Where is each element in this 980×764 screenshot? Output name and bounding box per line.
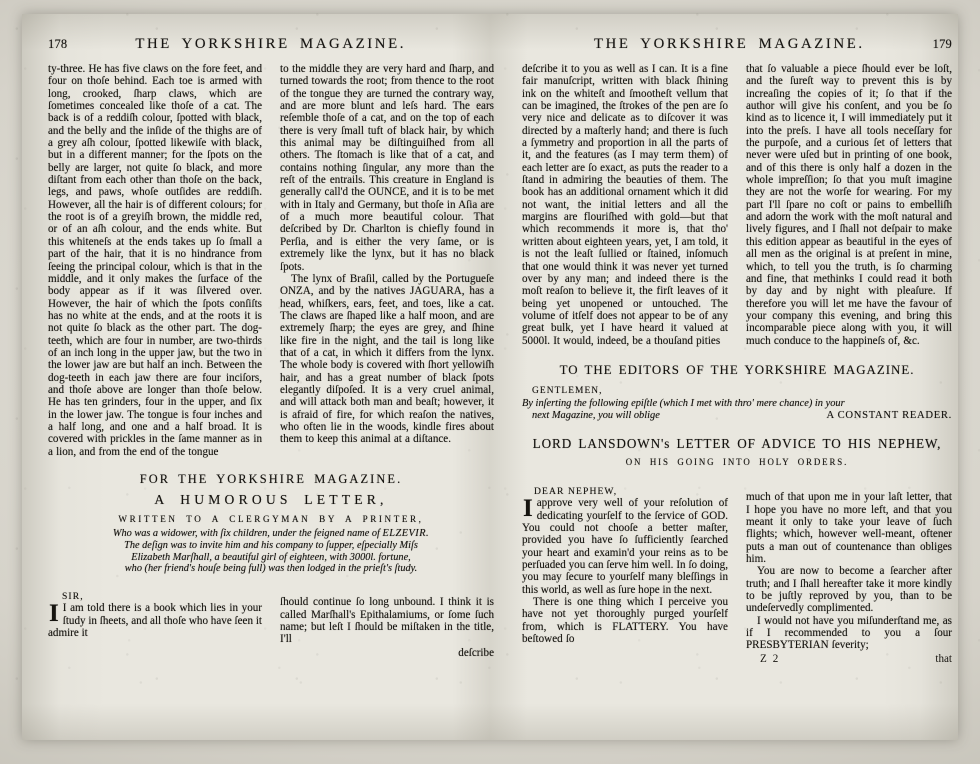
page-178	[48, 14, 494, 740]
epistle-note	[522, 398, 952, 422]
nephew-column-2	[746, 476, 952, 664]
holy-orders-subheading: ON HIS GOING INTO HOLY ORDERS.	[625, 457, 849, 468]
paragraph: that ſo valuable a piece ſhould ever be loſt, and the ſureſt way to prevent this is by increaſing the copies of it; ſo that if the author will give his conſent, and you be ſo kind as to licence it, I will immediately put it into the preſs. I have all tools neceſſary for the purpoſe, and a curious ſet of letters that never were uſed but in printing of one book, and of this there is only half a dozen in the whole impreſſion; ſo that you muſt imagine they are not the worſe for wearing. For my part I'll ſpare no coſt or pains to embelliſh and adorn the work with the moſt natural and lively figures, and I ſhall not deſpair to make this edition appear as beautiful in the eyes of all men as the original is at preſent in mine, which, to tell you the truth, is ſo charming and fine, that methinks I could read it both by day and by night with pleaſure. If therefore you will let me have the favour of your company this evening, and bring this incomparable piece along with you, it will much conduce to the happineſs of, &c.	[746, 63, 952, 347]
nephew-column-1	[522, 476, 728, 664]
column-179-1	[522, 63, 728, 347]
gentlemen-salutation: GENTLEMEN,	[532, 385, 603, 396]
article-subtitle: WRITTEN TO A CLERGYMAN BY A PRINTER,	[118, 514, 424, 524]
argument-line-2: The deſign was to invite him and his company to ſupper, eſpecially Miſs	[124, 539, 418, 551]
nephew-letter-text: approve very well of your reſolution of dedicating yourſelf to the ſervice of GOD. You could not chooſe a better maſter, provided you have ſo ſufficiently ſearched your heart and examin'd your reins as to be perſuaded you can ſerve him well. In ſo doing, you may ſecure to yourſelf many bleſſings in this world, as well as ſure hope in the next.	[522, 497, 728, 596]
drop-cap-letter: I	[49, 600, 59, 628]
epistle-signer: A CONSTANT READER.	[826, 410, 952, 422]
page-header-179	[522, 36, 952, 56]
paper-leaf	[22, 14, 958, 740]
folio-number-right: 179	[932, 37, 952, 51]
nephew-letter-opening	[522, 497, 728, 596]
to-the-editors-heading: TO THE EDITORS OF THE YORKSHIRE MAGAZINE.	[559, 362, 915, 377]
for-the-magazine-line: FOR THE YORKSHIRE MAGAZINE.	[139, 472, 403, 486]
letter-columns-178	[48, 581, 494, 658]
paragraph: You are now to become a ſearcher after truth; and I ſhall hereafter take it more kindly to be juſtly reproved by you, than to be undeſervedly complimented.	[746, 565, 952, 615]
page-179	[522, 14, 952, 740]
paragraph: deſcribe it to you as well as I can. It is a fine fair manuſcript, written with black ſhining ink on the whiteſt and ſmootheſt vellum that can be imagined, the ſtrokes of the pen are ſo very nice and delicate as to diſcover it was directed by a maſterly hand; and there is ſuch a ſymmetry and proportion in all the parts of it, and the features (as I may term them) of each letter are ſo exact, as puts the reader to a ſtand in admiring the beauties of them. The book has an additional ornament which it did not want, the initial letters and all the margins are flouriſhed with gold—but that which recommends it more is, that tho' written about eighteen years, yet, I am told, it is not the leaſt ſullied or ſtained, inſomuch that one would think it was never yet turned over by any man; and indeed there is the moſt reaſon to believe it, the firſt leaves of it being yet unopened or untouched. The volume of itſelf does not appear to be of any great bulk, yet I have heard it valued at 5000l. It would, indeed, be a thouſand pities	[522, 63, 728, 347]
dear-nephew-salutation: DEAR NEPHEW,	[534, 486, 618, 498]
letter-column-1	[48, 581, 262, 658]
column-spacer	[280, 581, 494, 596]
letter-opening-text: I am told there is a book which lies in your ſtudy in ſheets, and all thoſe who have ſeen it admire it	[48, 602, 262, 639]
epistle-line-2-row	[522, 410, 952, 422]
columns-178	[48, 63, 494, 458]
paragraph: to the middle they are very hard and ſharp, and turned towards the root; from thence to the root of the tongue they are turned the contrary way, and are more blunt and leſs hard. The ears reſemble thoſe of a cat, and on the top of each there is very ſmall tuft of black hair, by which this animal may be diſtinguiſhed from all others. The ſtomach is like that of a cat, and contains nothing ſingular, any more than the reſt of the entrails. This creature in England is generally call'd the OUNCE, and it is to be met with in Italy and Germany, but thoſe in Aſia are of a much more beautiful colour. That deſcribed by Dr. Charlton is chiefly found in Perſia, and is either the very ſame, or is extremely like the lynx, but it has no black ſpots.	[280, 63, 494, 273]
article-argument	[48, 528, 494, 575]
letter-opening-paragraph	[48, 602, 262, 639]
paragraph: ty-three. He has five claws on the fore feet, and four on thoſe behind. Each toe is armed with long, crooked, ſharp claws, which are ſometimes concealed like thoſe of a cat. The back is of a reddiſh colour, ſpotted with black, and the belly and the inſide of the thighs are of a grey aſh colour, ſpotted likewiſe with black, but in a different manner; for the ſpots on the belly are larger, not quite ſo black, and more diſtant from each other than thoſe on the back, legs, and paws, whoſe outſides are reddiſh. However, all the hair is of different colours; for the root is of a greyiſh brown, the middle red, or of an aſh colour, and the ends white. But this whiteneſs at the ends takes up ſo ſmall a part of the hair, that it is no hindrance from ſeeing the principal colour, which is that in the middle, and it only makes the ſurface of the body appear as if it was ſilvered over. However, the hair of which the ſpots conſiſts has no white at the ends, and at the roots it is not quite ſo black as the other part. The dog-teeth, which are four in number, are two-thirds of an inch long in the upper jaw, but the two in the lower jaw are but half an inch. Between the dog-teeth in each jaw there are four inciſors, and thoſe above are longer than thoſe below. He has ten grinders, four in the upper, and ſix in the lower jaw. The tongue is four inches and a half long, and one and a half broad. It is covered with prickles in the ſame manner as in a lion, and from the end of the tongue	[48, 63, 262, 458]
article-title: A HUMOROUS LETTER,	[154, 492, 388, 507]
argument-line-3: Elizabeth Marſhall, a beautiful girl of eighteen, with 3000l. fortune,	[131, 551, 411, 563]
paragraph: much of that upon me in your laſt letter, that I hope you have no more left, and that you meant it only to take your leave of ſuch flights; which, however well-meant, oftener puts a man out of countenance than obliges him.	[746, 491, 952, 566]
column-178-1	[48, 63, 262, 458]
column-179-2	[746, 63, 952, 347]
column-178-2	[280, 63, 494, 458]
argument-line-4: who (her friend's houſe being full) was then lodged in the prieſt's ſtudy.	[124, 563, 418, 575]
epistle-line-2: next Magazine, you will oblige	[532, 410, 660, 422]
running-head-left: THE YORKSHIRE MAGAZINE.	[135, 36, 407, 52]
elzevir-name: ELZEVIR.	[382, 528, 430, 539]
paragraph: The lynx of Braſil, called by the Portugueſe ONZA, and by the natives JAGUARA, has a head, whiſkers, ears, feet, and toes, like a cat. The claws are ſhaped like a half moon, and are extremely ſharp; the eyes are grey, and ſhine like fire in the night, and the tail is long like that of a cat, in which it differs from the lynx. The whole body is covered with ſhort yellowiſh hair, and has a great number of black ſpots elegantly diſpoſed. It is a very cruel animal, and will attack both man and beaſt; however, it is afraid of fire, for which reaſon the natives, who often lie in the woods, kindle fires about them to keep this animal at a diſtance.	[280, 272, 494, 446]
argument-line-1: Who was a widower, with ſix children, under the feigned name of ELZEVIR.	[112, 528, 430, 539]
epistle-line-1: By inſerting the following epiſtle (which I met with thro' mere chance) in your	[522, 397, 845, 409]
page-header-178	[48, 36, 494, 56]
sheet-signature: Z 2	[760, 652, 780, 665]
column-spacer	[746, 476, 952, 491]
paragraph: ſhould continue ſo long unbound. I think it is called Marſhall's Epithalamiums, or ſome ſuch name; but leſt I ſhould be miſtaken in the title, I'll	[280, 596, 494, 646]
folio-number-left: 178	[48, 37, 68, 51]
catchword-179: that	[935, 652, 952, 665]
paragraph: I would not have you miſunderſtand me, as if I recommended to you a ſour PRESBYTERIAN ſeverity;	[746, 614, 952, 652]
salutation-sir: SIR,	[62, 591, 84, 603]
catchword-178: deſcribe	[458, 646, 494, 659]
article-heading-block	[48, 472, 494, 524]
nephew-letter-columns	[522, 476, 952, 664]
drop-cap-letter: I	[523, 495, 533, 523]
lord-lansdown-heading: LORD LANSDOWN's LETTER OF ADVICE TO HIS NEPHEW,	[532, 436, 942, 452]
letter-column-2	[280, 581, 494, 658]
running-head-right: THE YORKSHIRE MAGAZINE.	[593, 36, 865, 52]
paragraph: There is one thing which I perceive you have not yet thoroughly purged yourſelf from, which is FLATTERY. You have beſtowed ſo	[522, 596, 728, 646]
columns-179	[522, 63, 952, 347]
signature-catchword-row	[746, 653, 952, 665]
